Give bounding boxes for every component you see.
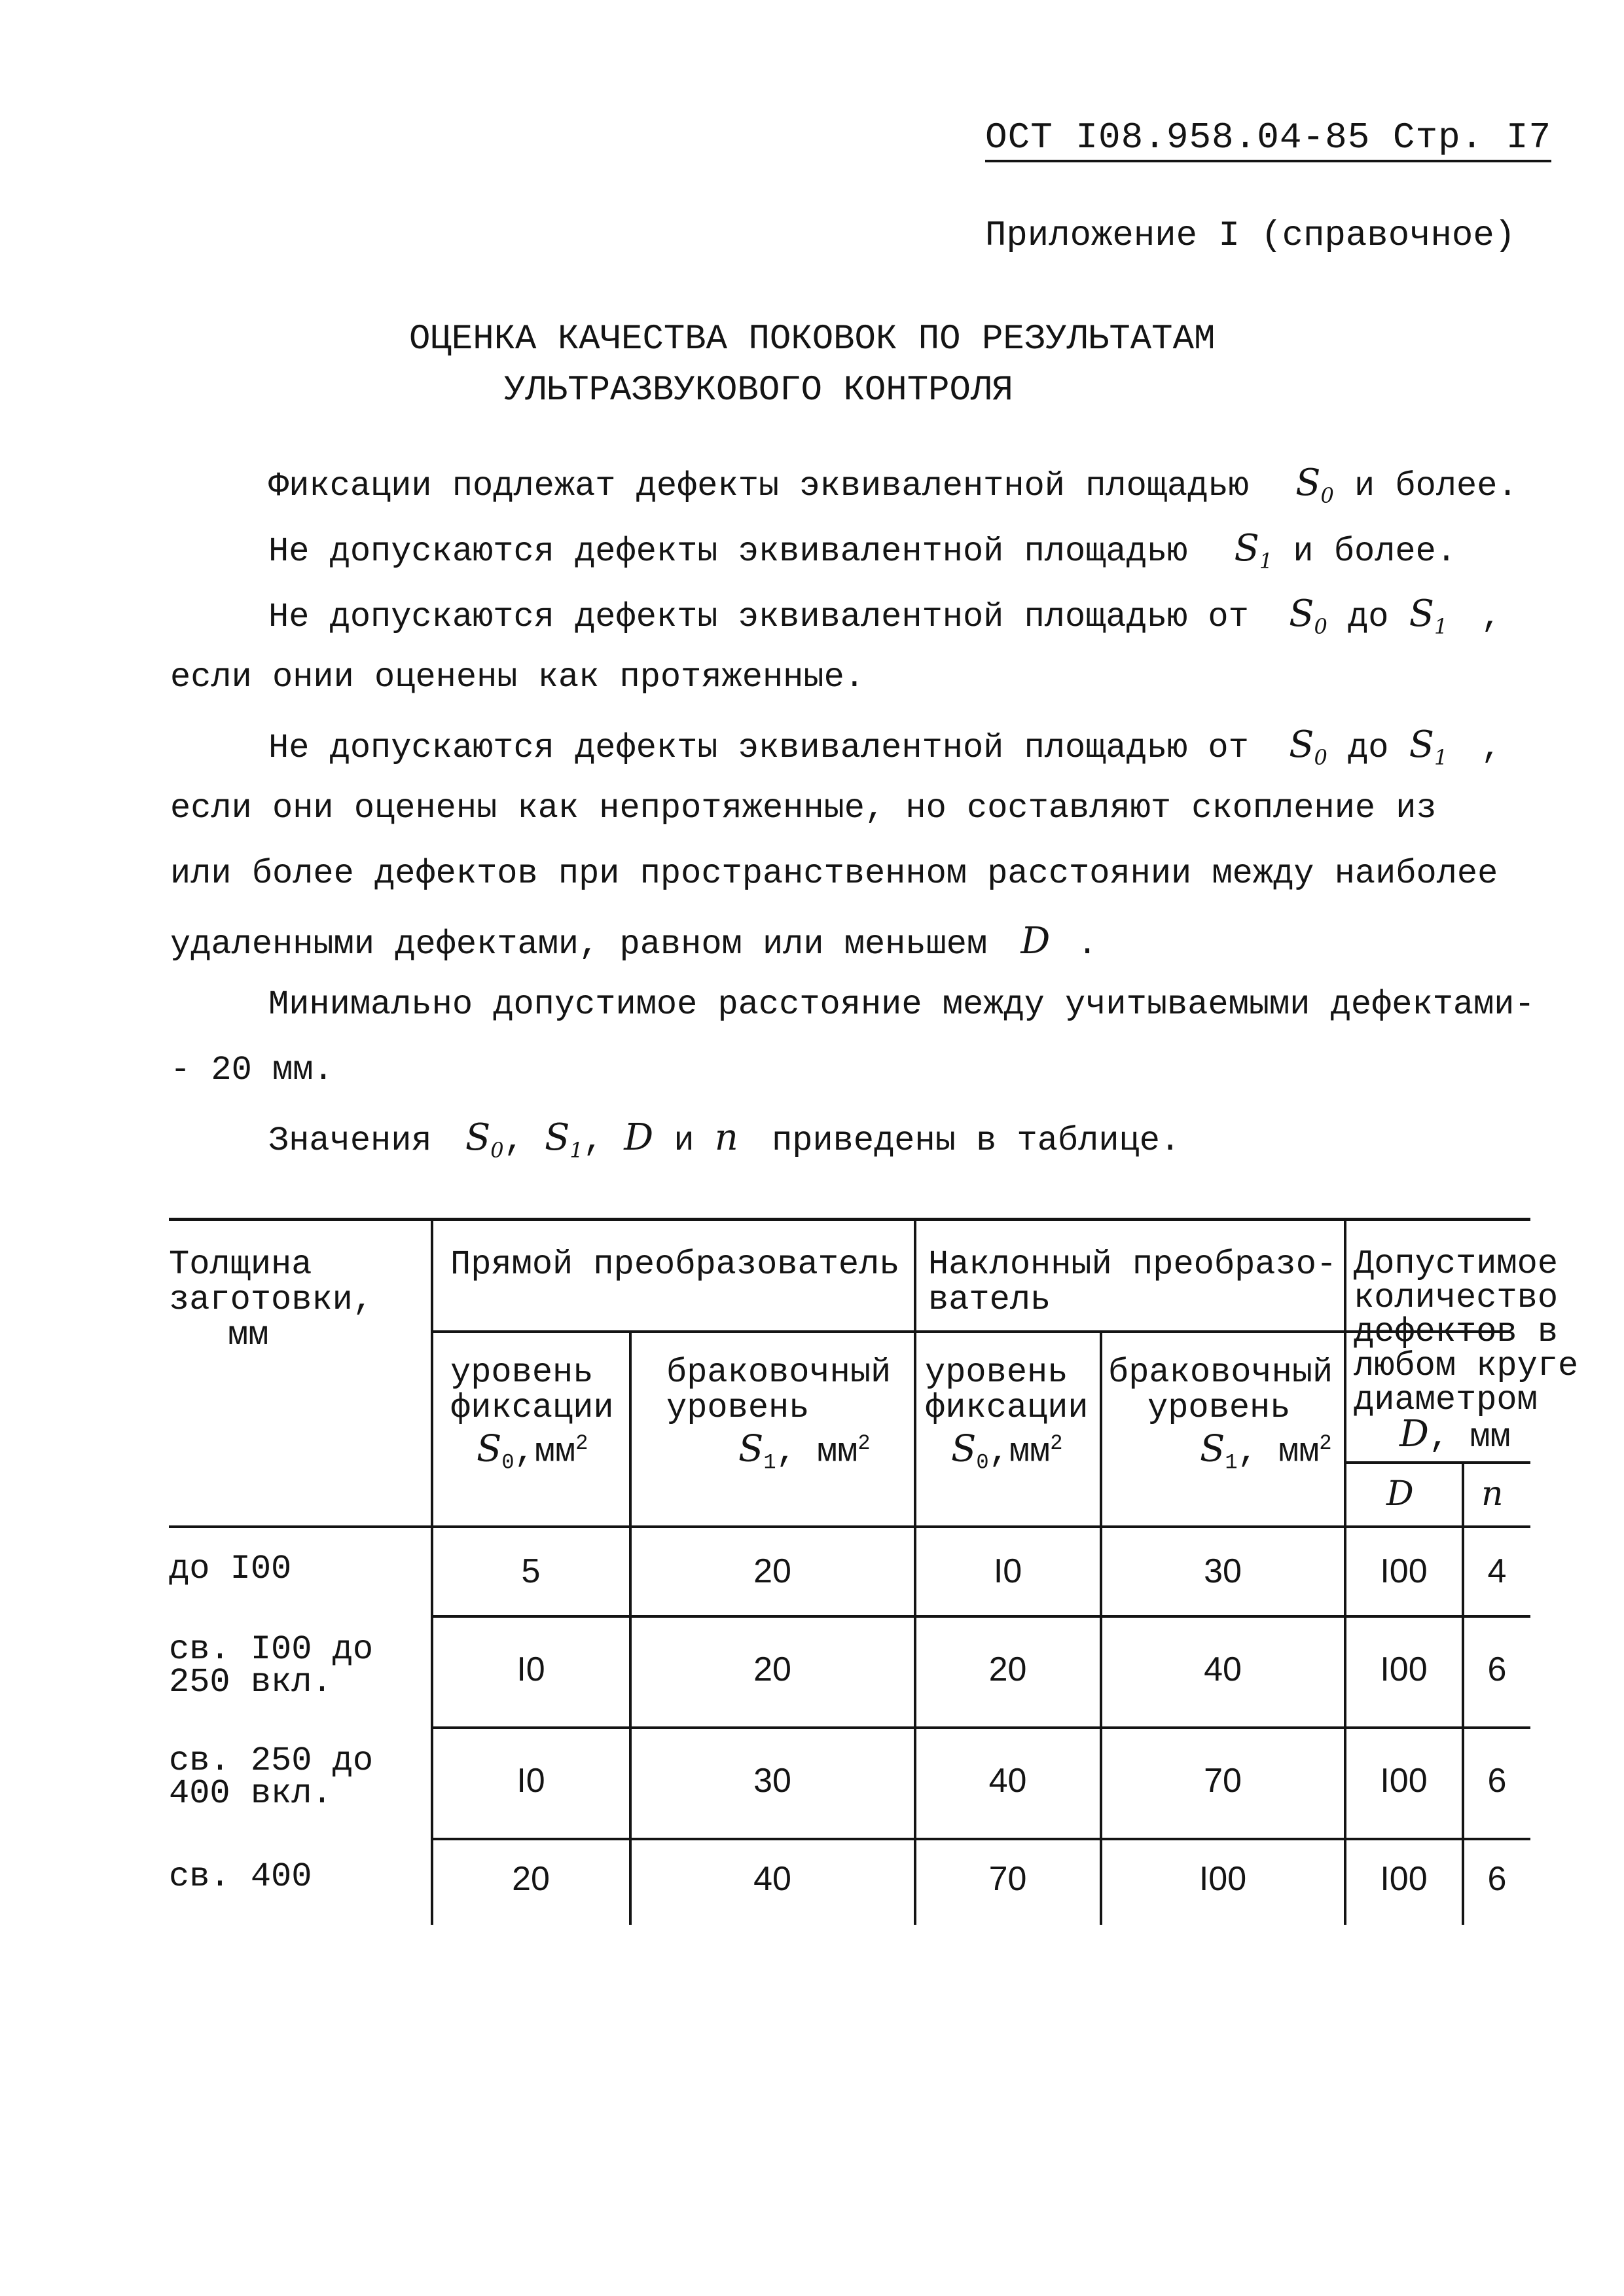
s0-symbol: $S_0$ xyxy=(1289,723,1327,771)
paragraph-cluster-line2: если они оценены как непротяженные, но составляют скопление из xyxy=(170,789,1437,828)
header-rejection-level-angled: браковочный уровень $S_1$, $мм^2$ xyxy=(1108,1353,1333,1475)
d-symbol: D xyxy=(1020,920,1051,962)
header-fixation-level-angled: уровень фиксации $S_0,мм^2$ xyxy=(925,1353,1089,1475)
table-cell: I00 xyxy=(1199,1860,1247,1898)
row-label: св. 250 до 400 вкл. xyxy=(169,1741,374,1813)
row-label: до I00 xyxy=(169,1550,292,1588)
s0-symbol: $S_0$ xyxy=(1295,462,1334,509)
row-label: св. I00 до 250 вкл. xyxy=(169,1630,374,1702)
table-col-rule-s0-angled xyxy=(1100,1330,1102,1925)
table-cell: I00 xyxy=(1380,1552,1428,1590)
defects-table xyxy=(169,1218,1579,1925)
paragraph-min-distance: Минимально допустимое расстояние между учитываемыми дефектами- xyxy=(268,985,1535,1024)
table-cell: 70 xyxy=(988,1860,1027,1898)
table-cell: 40 xyxy=(1204,1650,1242,1688)
table-cell: 6 xyxy=(1487,1860,1507,1898)
table-dn-rule xyxy=(1344,1461,1530,1464)
header-n: n xyxy=(1481,1474,1504,1514)
paragraph-min-distance-line2: - 20 мм. xyxy=(170,1051,334,1089)
paragraph-fixation: Фиксации подлежат дефекты эквивалентной площадью $S_0$ и более. xyxy=(268,462,1518,509)
table-header-bottom-rule xyxy=(169,1525,1530,1528)
header-fixation-level-straight: уровень фиксации $S_0,мм^2$ xyxy=(450,1353,614,1475)
table-cell: 20 xyxy=(753,1650,791,1688)
header-d: D xyxy=(1386,1474,1414,1514)
s1-symbol: $S_1$ xyxy=(545,1116,583,1163)
table-cell: 40 xyxy=(753,1860,791,1898)
table-row-rule-2 xyxy=(431,1726,1530,1729)
paragraph-cluster-defects: Не допускаются дефекты эквивалентной площадью от $S_0$ до $S_1$ , xyxy=(268,723,1502,771)
paragraph-values: Значения $S_0$, $S_1$, D и n приведены в таблице. xyxy=(268,1116,1181,1163)
table-row-rule-1 xyxy=(431,1615,1530,1618)
table-cell: 30 xyxy=(1204,1552,1242,1590)
row-label: св. 400 xyxy=(169,1857,312,1896)
paragraph-extended-defects: Не допускаются дефекты эквивалентной площадью от $S_0$ до $S_1$ , xyxy=(268,592,1502,640)
table-row-rule-3 xyxy=(431,1838,1530,1840)
document-code: ОСТ I08.958.04-85 Стр. I7 xyxy=(985,117,1551,162)
s1-symbol: $S_1$ xyxy=(1234,527,1273,574)
paragraph-cluster-line3: или более дефектов при пространственном расстоянии между наиболее xyxy=(170,854,1498,893)
table-col-rule-dn xyxy=(1462,1461,1464,1925)
header-rejection-level-straight: браковочный уровень $S_1$, $мм^2$ xyxy=(666,1353,892,1475)
s1-symbol: $S_1$ xyxy=(1409,592,1448,640)
table-cell: 5 xyxy=(521,1552,541,1590)
title-line-2: УЛЬТРАЗВУКОВОГО КОНТРОЛЯ xyxy=(504,371,1013,410)
table-cell: 20 xyxy=(512,1860,550,1898)
table-cell: I00 xyxy=(1380,1860,1428,1898)
s1-symbol: $S_1$ xyxy=(1409,723,1448,771)
table-cell: 4 xyxy=(1487,1552,1507,1590)
table-cell: I0 xyxy=(516,1762,545,1800)
table-cell: 20 xyxy=(753,1552,791,1590)
table-top-rule xyxy=(169,1218,1530,1221)
paragraph-extended-defects-line2: если онии оценены как протяженные. xyxy=(170,658,865,697)
table-cell: 20 xyxy=(988,1650,1027,1688)
table-col-rule-s0-straight xyxy=(629,1330,632,1925)
table-cell: 40 xyxy=(988,1762,1027,1800)
table-cell: 30 xyxy=(753,1762,791,1800)
table-cell: 6 xyxy=(1487,1762,1507,1800)
table-cell: 6 xyxy=(1487,1650,1507,1688)
table-cell: I0 xyxy=(516,1650,545,1688)
paragraph-cluster-line4: удаленными дефектами, равном или меньшем D . xyxy=(170,920,1098,964)
table-cell: I0 xyxy=(993,1552,1022,1590)
header-thickness: Толщина заготовки, мм xyxy=(169,1245,374,1355)
header-allowed-count: Допустимое количество дефектов в любом круге диаметром D, мм xyxy=(1354,1245,1579,1457)
n-symbol: n xyxy=(714,1116,738,1159)
header-straight-probe: Прямой преобразователь xyxy=(450,1245,900,1284)
paragraph-not-allowed-s1: Не допускаются дефекты эквивалентной площадью $S_1$ и более. xyxy=(268,527,1457,574)
appendix-label: Приложение I (справочное) xyxy=(985,216,1516,256)
s0-symbol: $S_0$ xyxy=(465,1116,504,1163)
table-cell: I00 xyxy=(1380,1762,1428,1800)
d-symbol: D xyxy=(624,1116,654,1159)
table-cell: I00 xyxy=(1380,1650,1428,1688)
title-line-1: ОЦЕНКА КАЧЕСТВА ПОКОВОК ПО РЕЗУЛЬТАТАМ xyxy=(409,319,1216,359)
s0-symbol: $S_0$ xyxy=(1289,592,1327,640)
table-subheader-rule xyxy=(431,1330,1511,1333)
header-angled-probe: Наклонный преобразо- ватель xyxy=(928,1245,1337,1319)
table-cell: 70 xyxy=(1204,1762,1242,1800)
